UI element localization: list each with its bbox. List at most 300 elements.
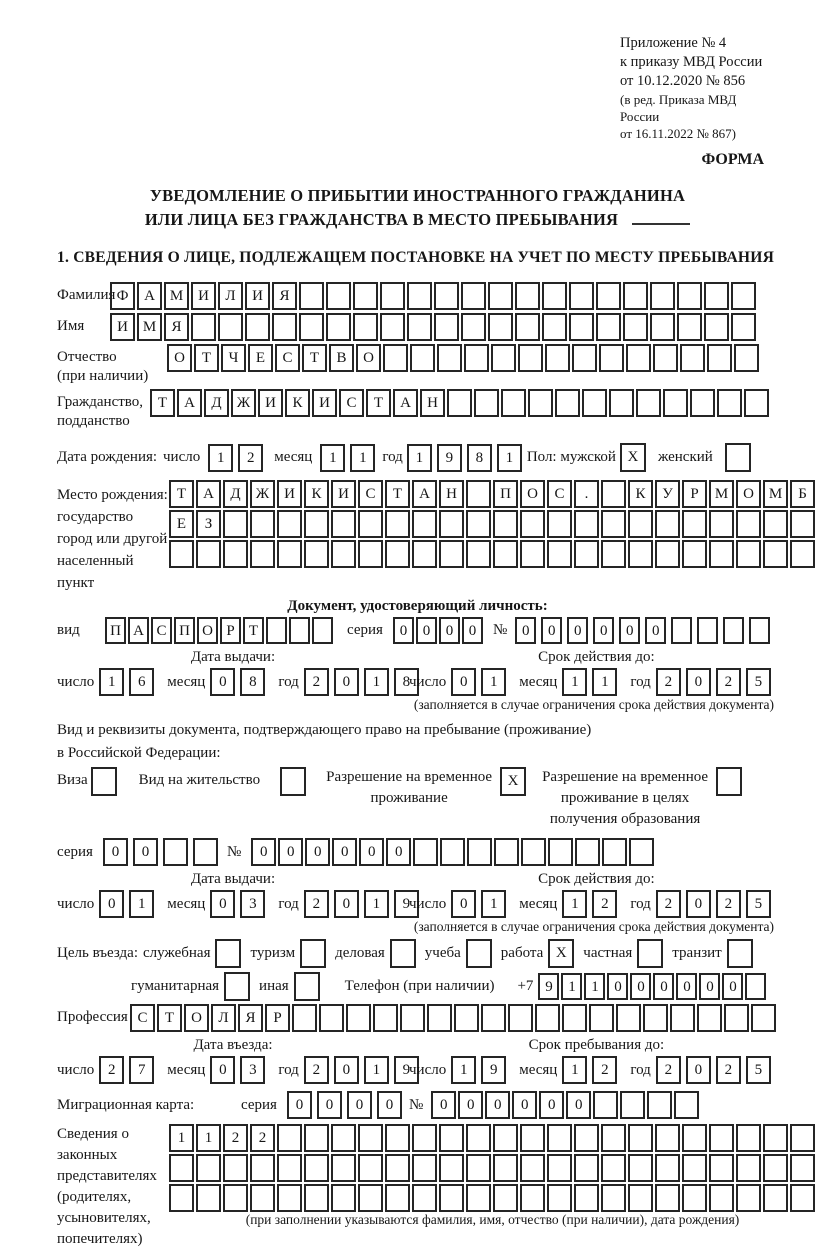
form-cell[interactable] [358, 1184, 383, 1212]
form-cell[interactable] [331, 1184, 356, 1212]
form-cell[interactable]: 1 [196, 1124, 221, 1152]
form-cell[interactable]: 0 [332, 838, 357, 866]
form-cell[interactable] [596, 282, 621, 310]
form-cell[interactable] [727, 939, 753, 968]
form-cell[interactable] [466, 480, 491, 508]
form-cell[interactable] [304, 510, 329, 538]
form-cell[interactable]: П [174, 617, 195, 644]
form-cell[interactable] [582, 389, 607, 417]
form-cell[interactable] [277, 1154, 302, 1182]
form-cell[interactable] [493, 1184, 518, 1212]
form-cell[interactable] [709, 1154, 734, 1182]
form-cell[interactable] [647, 1091, 672, 1119]
form-cell[interactable] [790, 1124, 815, 1152]
form-cell[interactable]: 1 [320, 444, 345, 472]
form-cell[interactable]: 2 [716, 1056, 741, 1084]
form-cell[interactable]: 0 [541, 617, 562, 644]
form-cell[interactable] [319, 1004, 344, 1032]
form-cell[interactable] [390, 939, 416, 968]
form-cell[interactable]: 2 [656, 1056, 681, 1084]
representatives-line1[interactable] [169, 1124, 817, 1152]
form-cell[interactable] [508, 1004, 533, 1032]
form-cell[interactable] [440, 838, 465, 866]
form-cell[interactable]: 2 [304, 668, 329, 696]
form-cell[interactable]: Ч [221, 344, 246, 372]
birth-place-line2[interactable] [169, 510, 817, 538]
form-cell[interactable] [304, 1154, 329, 1182]
form-cell[interactable]: 0 [515, 617, 536, 644]
form-cell[interactable]: 0 [593, 617, 614, 644]
permit-valid-month-cells[interactable] [562, 890, 622, 918]
form-cell[interactable] [169, 540, 194, 568]
form-cell[interactable] [790, 510, 815, 538]
form-cell[interactable] [682, 1124, 707, 1152]
form-cell[interactable]: О [197, 617, 218, 644]
form-cell[interactable] [439, 1184, 464, 1212]
form-cell[interactable] [575, 838, 600, 866]
form-cell[interactable]: 8 [467, 444, 492, 472]
form-cell[interactable] [474, 389, 499, 417]
form-cell[interactable] [626, 344, 651, 372]
form-cell[interactable] [763, 540, 788, 568]
form-cell[interactable]: 2 [250, 1124, 275, 1152]
form-cell[interactable]: 1 [99, 668, 124, 696]
form-cell[interactable]: Т [150, 389, 175, 417]
form-cell[interactable]: 0 [334, 668, 359, 696]
form-cell[interactable] [709, 1184, 734, 1212]
form-cell[interactable] [358, 1154, 383, 1182]
form-cell[interactable] [744, 389, 769, 417]
entry-day-cells[interactable] [99, 1056, 159, 1084]
form-cell[interactable] [434, 282, 459, 310]
representatives-line2[interactable] [169, 1154, 817, 1182]
form-cell[interactable]: И [277, 480, 302, 508]
form-cell[interactable] [454, 1004, 479, 1032]
form-cell[interactable] [326, 313, 351, 341]
form-cell[interactable] [655, 1184, 680, 1212]
form-cell[interactable] [731, 313, 756, 341]
form-cell[interactable]: 9 [481, 1056, 506, 1084]
form-cell[interactable]: 5 [746, 890, 771, 918]
form-cell[interactable]: 1 [364, 890, 389, 918]
form-cell[interactable]: О [167, 344, 192, 372]
form-cell[interactable]: М [763, 480, 788, 508]
form-cell[interactable] [650, 282, 675, 310]
form-cell[interactable] [709, 1124, 734, 1152]
form-cell[interactable]: Т [157, 1004, 182, 1032]
form-cell[interactable]: Т [385, 480, 410, 508]
transit-checkbox[interactable] [727, 939, 753, 968]
form-cell[interactable]: 2 [304, 890, 329, 918]
form-cell[interactable] [518, 344, 543, 372]
form-cell[interactable] [191, 313, 216, 341]
form-cell[interactable]: 1 [208, 444, 233, 472]
form-cell[interactable]: О [356, 344, 381, 372]
form-cell[interactable] [555, 389, 580, 417]
form-cell[interactable]: 0 [686, 668, 711, 696]
temp-residence-edu-checkbox[interactable] [716, 767, 742, 796]
form-cell[interactable] [277, 540, 302, 568]
form-cell[interactable]: А [412, 480, 437, 508]
form-cell[interactable]: С [358, 480, 383, 508]
form-cell[interactable] [250, 1184, 275, 1212]
form-cell[interactable] [650, 313, 675, 341]
given-name-cells[interactable] [110, 313, 758, 341]
form-cell[interactable]: 0 [645, 617, 666, 644]
form-cell[interactable] [709, 540, 734, 568]
form-cell[interactable] [312, 617, 333, 644]
form-cell[interactable] [574, 1154, 599, 1182]
form-cell[interactable]: С [151, 617, 172, 644]
form-cell[interactable]: 0 [485, 1091, 510, 1119]
temp-residence-checkbox[interactable] [500, 767, 526, 796]
form-cell[interactable] [515, 282, 540, 310]
form-cell[interactable] [494, 838, 519, 866]
form-cell[interactable] [412, 1124, 437, 1152]
form-cell[interactable]: 1 [592, 668, 617, 696]
valid-year-cells[interactable] [656, 668, 776, 696]
form-cell[interactable] [163, 838, 188, 866]
form-cell[interactable] [547, 540, 572, 568]
form-cell[interactable]: Б [790, 480, 815, 508]
form-cell[interactable]: 0 [451, 668, 476, 696]
birth-year-cells[interactable] [407, 444, 527, 472]
form-cell[interactable] [569, 282, 594, 310]
form-cell[interactable]: Д [204, 389, 229, 417]
form-cell[interactable] [763, 1124, 788, 1152]
form-cell[interactable] [548, 838, 573, 866]
form-cell[interactable] [299, 282, 324, 310]
form-cell[interactable]: 9 [394, 1056, 419, 1084]
form-cell[interactable] [488, 313, 513, 341]
permit-issue-day-cells[interactable] [99, 890, 159, 918]
form-cell[interactable] [677, 313, 702, 341]
form-cell[interactable]: А [137, 282, 162, 310]
form-cell[interactable]: 0 [462, 617, 483, 644]
form-cell[interactable]: 1 [407, 444, 432, 472]
form-cell[interactable] [250, 1154, 275, 1182]
form-cell[interactable] [763, 1154, 788, 1182]
form-cell[interactable] [601, 1124, 626, 1152]
form-cell[interactable] [520, 510, 545, 538]
form-cell[interactable]: С [339, 389, 364, 417]
form-cell[interactable]: 2 [592, 1056, 617, 1084]
stay-day-cells[interactable] [451, 1056, 511, 1084]
form-cell[interactable] [628, 1154, 653, 1182]
form-cell[interactable] [628, 1184, 653, 1212]
form-cell[interactable]: Д [223, 480, 248, 508]
form-cell[interactable] [461, 313, 486, 341]
valid-month-cells[interactable] [562, 668, 622, 696]
visa-checkbox[interactable] [91, 767, 117, 796]
form-cell[interactable] [447, 389, 472, 417]
form-cell[interactable]: 1 [562, 668, 587, 696]
form-cell[interactable] [716, 767, 742, 796]
form-cell[interactable] [704, 313, 729, 341]
form-cell[interactable] [331, 1124, 356, 1152]
form-cell[interactable] [461, 282, 486, 310]
form-cell[interactable]: Я [272, 282, 297, 310]
form-cell[interactable] [412, 1184, 437, 1212]
form-cell[interactable] [493, 1154, 518, 1182]
form-cell[interactable] [464, 344, 489, 372]
form-cell[interactable]: Е [248, 344, 273, 372]
phone-cells[interactable] [538, 973, 768, 1000]
form-cell[interactable] [304, 1124, 329, 1152]
form-cell[interactable]: К [304, 480, 329, 508]
form-cell[interactable]: 1 [350, 444, 375, 472]
form-cell[interactable]: М [709, 480, 734, 508]
form-cell[interactable]: 1 [481, 890, 506, 918]
form-cell[interactable] [628, 540, 653, 568]
work-checkbox[interactable] [548, 939, 574, 968]
form-cell[interactable] [169, 1154, 194, 1182]
form-cell[interactable] [353, 282, 378, 310]
form-cell[interactable] [528, 389, 553, 417]
form-cell[interactable] [223, 510, 248, 538]
form-cell[interactable] [466, 939, 492, 968]
form-cell[interactable] [437, 344, 462, 372]
form-cell[interactable]: 3 [240, 1056, 265, 1084]
doc-kind-cells[interactable] [105, 617, 335, 644]
form-cell[interactable] [412, 510, 437, 538]
form-cell[interactable]: Р [682, 480, 707, 508]
form-cell[interactable] [245, 313, 270, 341]
stay-month-cells[interactable] [562, 1056, 622, 1084]
form-cell[interactable] [292, 1004, 317, 1032]
form-cell[interactable] [250, 540, 275, 568]
form-cell[interactable] [427, 1004, 452, 1032]
form-cell[interactable] [547, 1154, 572, 1182]
form-cell[interactable] [218, 313, 243, 341]
form-cell[interactable] [272, 313, 297, 341]
permit-number-cells[interactable] [251, 838, 656, 866]
permit-series-cells[interactable] [103, 838, 223, 866]
form-cell[interactable]: 9 [437, 444, 462, 472]
form-cell[interactable] [294, 972, 320, 1001]
form-cell[interactable]: Я [238, 1004, 263, 1032]
issue-month-cells[interactable] [210, 668, 270, 696]
form-cell[interactable] [724, 1004, 749, 1032]
form-cell[interactable]: 0 [210, 890, 235, 918]
form-cell[interactable] [380, 313, 405, 341]
form-cell[interactable] [542, 282, 567, 310]
form-cell[interactable] [601, 480, 626, 508]
form-cell[interactable] [745, 973, 766, 1000]
form-cell[interactable]: 0 [393, 617, 414, 644]
surname-cells[interactable] [110, 282, 758, 310]
form-cell[interactable] [599, 344, 624, 372]
form-cell[interactable]: 0 [305, 838, 330, 866]
form-cell[interactable]: 1 [129, 890, 154, 918]
form-cell[interactable] [547, 1184, 572, 1212]
form-cell[interactable]: 0 [607, 973, 628, 1000]
form-cell[interactable] [723, 617, 744, 644]
form-cell[interactable] [545, 344, 570, 372]
form-cell[interactable] [601, 540, 626, 568]
form-cell[interactable] [707, 344, 732, 372]
form-cell[interactable] [299, 313, 324, 341]
form-cell[interactable] [697, 1004, 722, 1032]
male-checkbox[interactable] [620, 443, 646, 472]
form-cell[interactable]: 2 [99, 1056, 124, 1084]
form-cell[interactable] [602, 838, 627, 866]
form-cell[interactable] [697, 617, 718, 644]
form-cell[interactable] [736, 540, 761, 568]
birth-day-cells[interactable] [208, 444, 268, 472]
doc-series-cells[interactable] [393, 617, 485, 644]
form-cell[interactable]: Ф [110, 282, 135, 310]
form-cell[interactable] [91, 767, 117, 796]
form-cell[interactable]: 1 [497, 444, 522, 472]
form-cell[interactable] [572, 344, 597, 372]
form-cell[interactable]: А [128, 617, 149, 644]
form-cell[interactable] [277, 1124, 302, 1152]
form-cell[interactable] [628, 510, 653, 538]
form-cell[interactable] [680, 344, 705, 372]
form-cell[interactable]: О [184, 1004, 209, 1032]
form-cell[interactable] [520, 1154, 545, 1182]
form-cell[interactable] [481, 1004, 506, 1032]
humanitarian-checkbox[interactable] [224, 972, 250, 1001]
form-cell[interactable]: Р [220, 617, 241, 644]
form-cell[interactable]: 9 [394, 890, 419, 918]
form-cell[interactable]: С [130, 1004, 155, 1032]
form-cell[interactable]: 0 [439, 617, 460, 644]
form-cell[interactable] [304, 540, 329, 568]
form-cell[interactable] [466, 540, 491, 568]
form-cell[interactable] [790, 540, 815, 568]
form-cell[interactable]: 1 [584, 973, 605, 1000]
form-cell[interactable]: 0 [359, 838, 384, 866]
form-cell[interactable] [574, 1124, 599, 1152]
form-cell[interactable]: 2 [592, 890, 617, 918]
form-cell[interactable] [790, 1184, 815, 1212]
form-cell[interactable] [439, 1154, 464, 1182]
form-cell[interactable] [674, 1091, 699, 1119]
form-cell[interactable] [562, 1004, 587, 1032]
form-cell[interactable] [736, 1154, 761, 1182]
form-cell[interactable]: 6 [129, 668, 154, 696]
form-cell[interactable]: З [196, 510, 221, 538]
form-cell[interactable]: 0 [347, 1091, 372, 1119]
form-cell[interactable]: 0 [278, 838, 303, 866]
representatives-line3[interactable] [169, 1184, 817, 1212]
form-cell[interactable] [682, 540, 707, 568]
form-cell[interactable]: У [655, 480, 680, 508]
form-cell[interactable]: 2 [656, 890, 681, 918]
form-cell[interactable] [574, 510, 599, 538]
form-cell[interactable] [331, 540, 356, 568]
business-checkbox[interactable] [390, 939, 416, 968]
form-cell[interactable] [493, 1124, 518, 1152]
form-cell[interactable] [466, 1184, 491, 1212]
form-cell[interactable] [569, 313, 594, 341]
residence-permit-checkbox[interactable] [280, 767, 306, 796]
permit-valid-year-cells[interactable] [656, 890, 776, 918]
migration-series-cells[interactable] [287, 1091, 407, 1119]
form-cell[interactable] [623, 313, 648, 341]
form-cell[interactable]: 0 [99, 890, 124, 918]
form-cell[interactable]: 0 [210, 668, 235, 696]
form-cell[interactable] [385, 1184, 410, 1212]
form-cell[interactable] [358, 1124, 383, 1152]
form-cell[interactable] [439, 540, 464, 568]
form-cell[interactable]: 0 [686, 890, 711, 918]
form-cell[interactable]: 3 [240, 890, 265, 918]
permit-issue-year-cells[interactable] [304, 890, 424, 918]
form-cell[interactable] [410, 344, 435, 372]
form-cell[interactable]: 2 [716, 890, 741, 918]
form-cell[interactable]: 0 [377, 1091, 402, 1119]
form-cell[interactable]: О [520, 480, 545, 508]
form-cell[interactable]: 1 [364, 1056, 389, 1084]
form-cell[interactable] [535, 1004, 560, 1032]
form-cell[interactable] [629, 838, 654, 866]
form-cell[interactable] [704, 282, 729, 310]
tourism-checkbox[interactable] [300, 939, 326, 968]
study-checkbox[interactable] [466, 939, 492, 968]
form-cell[interactable] [277, 1184, 302, 1212]
form-cell[interactable]: Т [194, 344, 219, 372]
birth-place-line3[interactable] [169, 540, 817, 568]
form-cell[interactable] [682, 510, 707, 538]
form-cell[interactable] [412, 1154, 437, 1182]
form-cell[interactable]: 0 [251, 838, 276, 866]
form-cell[interactable]: К [628, 480, 653, 508]
form-cell[interactable] [655, 540, 680, 568]
form-cell[interactable] [589, 1004, 614, 1032]
private-checkbox[interactable] [637, 939, 663, 968]
form-cell[interactable]: 0 [334, 1056, 359, 1084]
form-cell[interactable] [373, 1004, 398, 1032]
form-cell[interactable] [670, 1004, 695, 1032]
form-cell[interactable] [616, 1004, 641, 1032]
form-cell[interactable] [413, 838, 438, 866]
form-cell[interactable] [488, 282, 513, 310]
form-cell[interactable]: 2 [304, 1056, 329, 1084]
form-cell[interactable]: С [275, 344, 300, 372]
form-cell[interactable]: 0 [686, 1056, 711, 1084]
citizenship-cells[interactable] [150, 389, 771, 417]
form-cell[interactable] [515, 313, 540, 341]
form-cell[interactable] [547, 1124, 572, 1152]
form-cell[interactable]: 0 [676, 973, 697, 1000]
form-cell[interactable]: 0 [210, 1056, 235, 1084]
form-cell[interactable] [763, 1184, 788, 1212]
form-cell[interactable] [601, 510, 626, 538]
form-cell[interactable] [682, 1154, 707, 1182]
form-cell[interactable] [520, 1184, 545, 1212]
form-cell[interactable]: 0 [103, 838, 128, 866]
form-cell[interactable] [466, 1124, 491, 1152]
form-cell[interactable] [196, 540, 221, 568]
form-cell[interactable]: 0 [133, 838, 158, 866]
form-cell[interactable] [736, 510, 761, 538]
form-cell[interactable]: К [285, 389, 310, 417]
form-cell[interactable] [601, 1154, 626, 1182]
form-cell[interactable]: 0 [431, 1091, 456, 1119]
form-cell[interactable]: X [548, 939, 574, 968]
form-cell[interactable]: 0 [566, 1091, 591, 1119]
patronymic-cells[interactable] [167, 344, 761, 372]
form-cell[interactable]: О [736, 480, 761, 508]
doc-number-cells[interactable] [515, 617, 775, 644]
profession-cells[interactable] [130, 1004, 778, 1032]
form-cell[interactable]: 1 [562, 890, 587, 918]
form-cell[interactable] [751, 1004, 776, 1032]
form-cell[interactable] [439, 1124, 464, 1152]
